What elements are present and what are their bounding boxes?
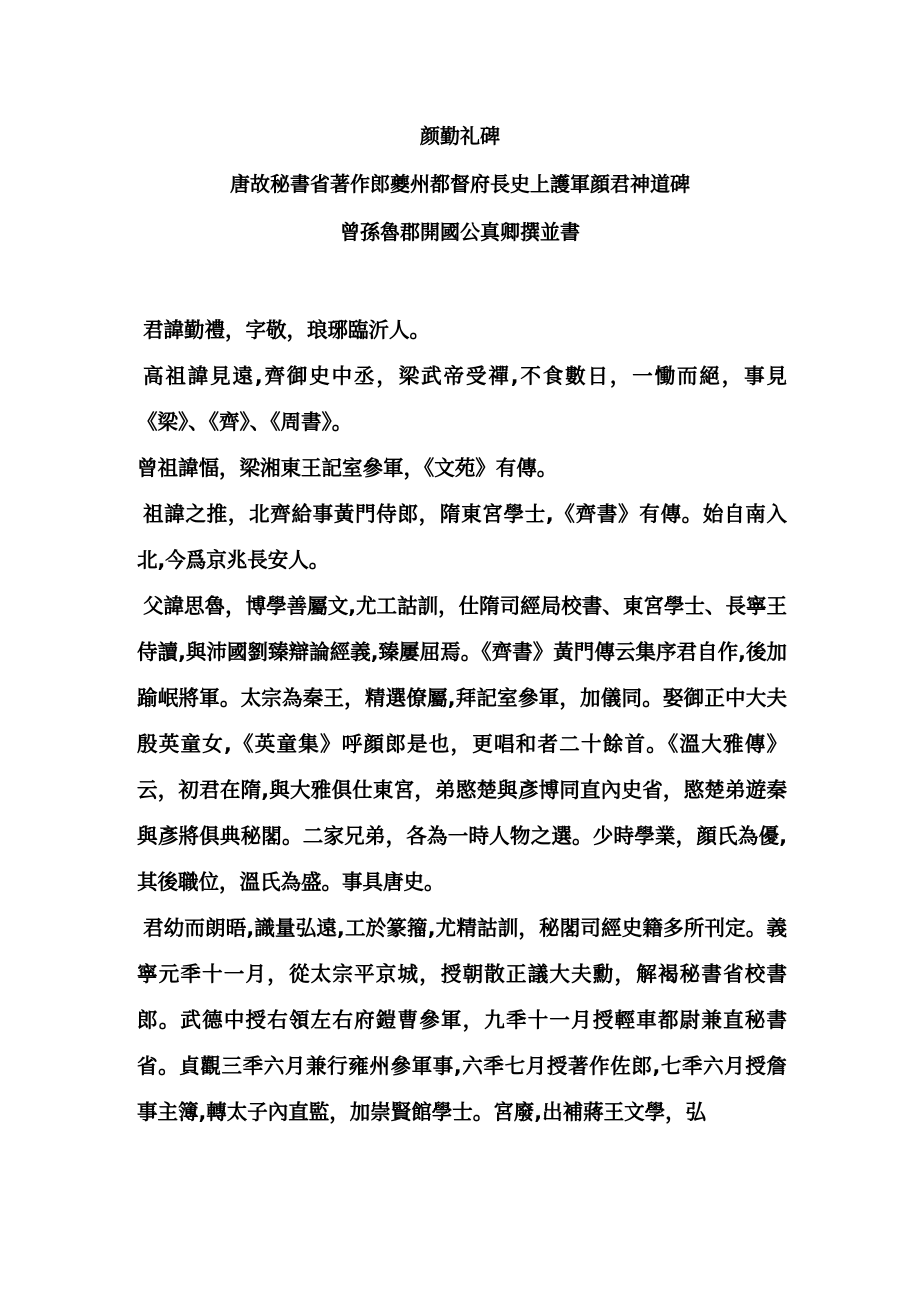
paragraph-grandfather: 祖諱之推，北齊給事黃門侍郎，隋東宮學士,《齊書》有傳。始自南入北,今爲京兆長安人。 — [137, 502, 787, 572]
paragraph-great-grandfather: 曾祖諱愊，梁湘東王記室參軍，《文苑》有傳。 — [137, 456, 558, 480]
body-text — [137, 307, 787, 1135]
author-line: 曾孫魯郡開國公真卿撰並書 — [340, 220, 580, 244]
stele-full-title: 唐故秘書省著作郎夔州都督府長史上護軍顔君神道碑 — [230, 172, 690, 196]
paragraph-name-style: 君諱勤禮，字敬，琅琊臨沂人。 — [143, 318, 430, 342]
paragraph-career: 君幼而朗晤,識量弘遠,工於篆籀,尤精詁訓，秘閣司經史籍多所刊定。義寧元秊十一月，從太宗平京城，授朝散正議大夫勳，解褐秘書省校書郎。武德中授右領左右府鎧曹參軍，九秊十一月授輕車都尉兼直秘書省。貞觀三秊六月兼行雍州參軍事,六秊七月授著作佐郎,七秊六月授詹事主簿,轉太子內直監，加崇賢館學士。宮廢,出補蔣王文學，弘 — [137, 916, 787, 1124]
document-title: 颜勤礼碑 — [420, 124, 500, 148]
paragraph-father: 父諱思魯，博學善屬文,尤工詁訓，仕隋司經局校書、東宮學士、長寧王侍讀,與沛國劉臻辯論經義,臻屢屈焉。《齊書》黃門傳云集序君自作,後加踰岷將軍。太宗為秦王，精選僚屬,拜記室參軍，加儀同。娶御正中大夫殷英童女,《英童集》呼顔郎是也，更唱和者二十餘首。《溫大雅傳》云，初君在隋,與大雅俱仕東宮，弟愍楚與彥博同直內史省，愍楚弟遊秦與彥將俱典秘閣。二家兄弟，各為一時人物之選。少時學業，顔氏為優,其後職位，溫氏為盛。事具唐史。 — [137, 594, 787, 894]
title-block — [0, 112, 920, 256]
paragraph-great-great-grandfather: 高祖諱見遠,齊御史中丞，梁武帝受禪,不食數日，一慟而絕，事見《梁》、《齊》、《周書》。 — [137, 364, 787, 434]
